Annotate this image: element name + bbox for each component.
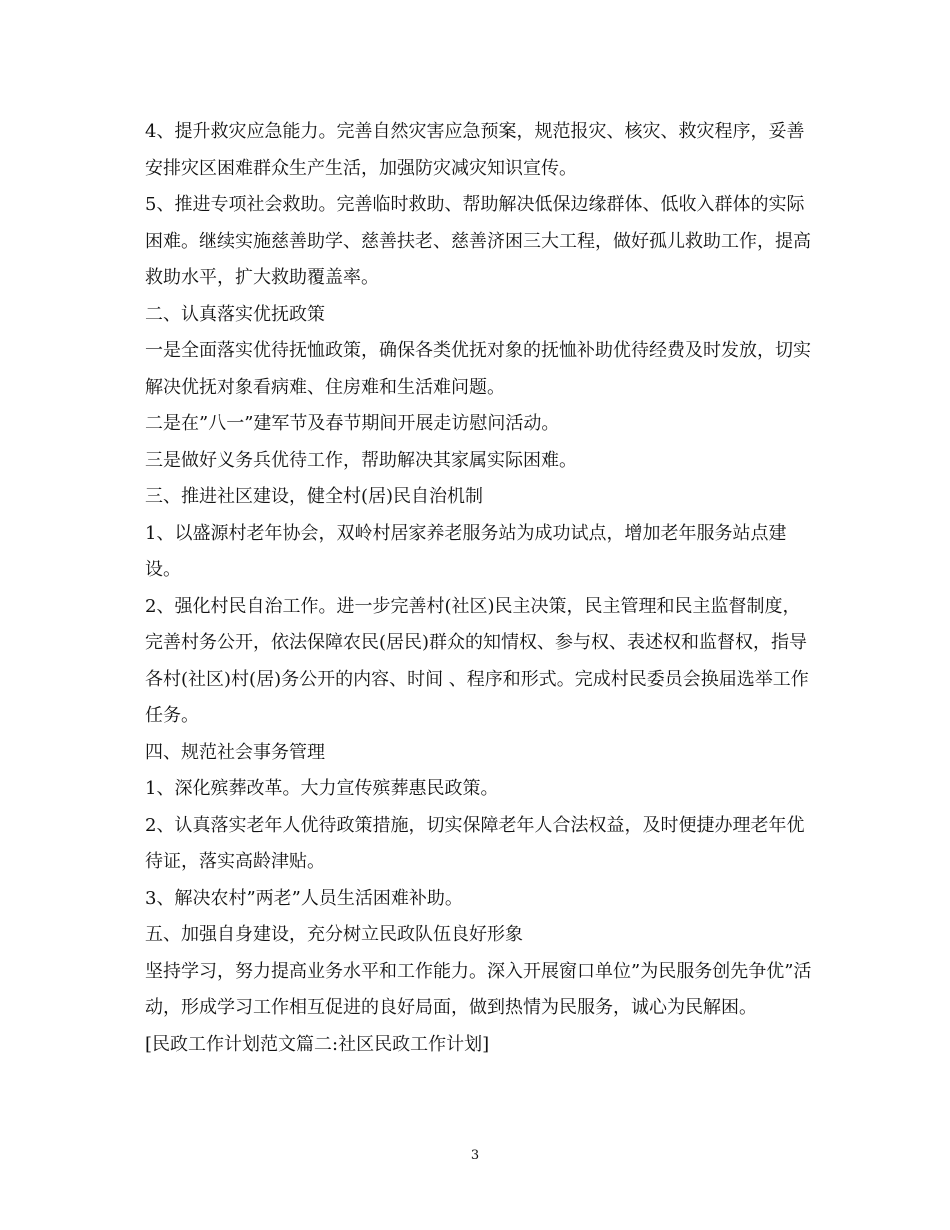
paragraph-special-assistance: 5、推进专项社会救助。完善临时救助、帮助解决低保边缘群体、低收入群体的实际困难。继续实施慈善助学、慈善扶老、慈善济困三大工程，做好孤儿救助工作，提高救助水平，扩大救助覆盖率。 <box>145 194 811 288</box>
section-heading-social-affairs: 四、规范社会事务管理 <box>145 741 325 763</box>
section-heading-community-building: 三、推进社区建设，健全村(居)民自治机制 <box>145 486 484 507</box>
paragraph-study-improvement: 坚持学习，努力提高业务水平和工作能力。深入开展窗口单位”为民服务创先争优”活动，形成学习工作相互促进的良好局面，做到热情为民服务，诚心为民解困。 <box>145 960 812 1018</box>
paragraph-village-autonomy: 2、强化村民自治工作。进一步完善村(社区)民主决策，民主管理和民主监督制度，完善村务公开，依法保障农民(居民)群众的知情权、参与权、表述权和监督权，指导各村(社区)村(居)务公开的内容、时间 、程序和形式。完成村民委员会换届选举工作任务。 <box>145 595 809 726</box>
paragraph-rural-subsidy: 3、解决农村”两老”人员生活困难补助。 <box>145 887 463 909</box>
paragraph-elderly-association: 1、以盛源村老年协会，双岭村居家养老服务站为成功试点，增加老年服务站点建设。 <box>145 522 787 580</box>
paragraph-elderly-benefits: 2、认真落实老年人优待政策措施，切实保障老年人合法权益，及时便捷办理老年优待证，落实高龄津贴。 <box>145 814 805 872</box>
paragraph-visit-activities: 二是在”八一”建军节及春节期间开展走访慰问活动。 <box>145 413 560 434</box>
paragraph-next-article-title: [民政工作计划范文篇二:社区民政工作计划] <box>145 1033 490 1055</box>
paragraph-funeral-reform: 1、深化殡葬改革。大力宣传殡葬惠民政策。 <box>145 778 499 799</box>
page-number: 3 <box>470 1148 480 1163</box>
section-heading-preferential-policy: 二、认真落实优抚政策 <box>145 303 325 325</box>
paragraph-pension-policy: 一是全面落实优待抚恤政策，确保各类优抚对象的抚恤补助优待经费及时发放，切实解决优抚对象看病难、住房难和生活难问题。 <box>145 340 811 398</box>
paragraph-disaster-relief: 4、提升救灾应急能力。完善自然灾害应急预案，规范报灾、核灾、救灾程序，妥善安排灾区困难群众生产生活，加强防灾减灾知识宣传。 <box>145 121 805 179</box>
section-heading-self-building: 五、加强自身建设，充分树立民政队伍良好形象 <box>145 924 523 945</box>
document-body <box>145 114 815 1063</box>
paragraph-soldier-benefits: 三是做好义务兵优待工作，帮助解决其家属实际困难。 <box>145 449 577 471</box>
